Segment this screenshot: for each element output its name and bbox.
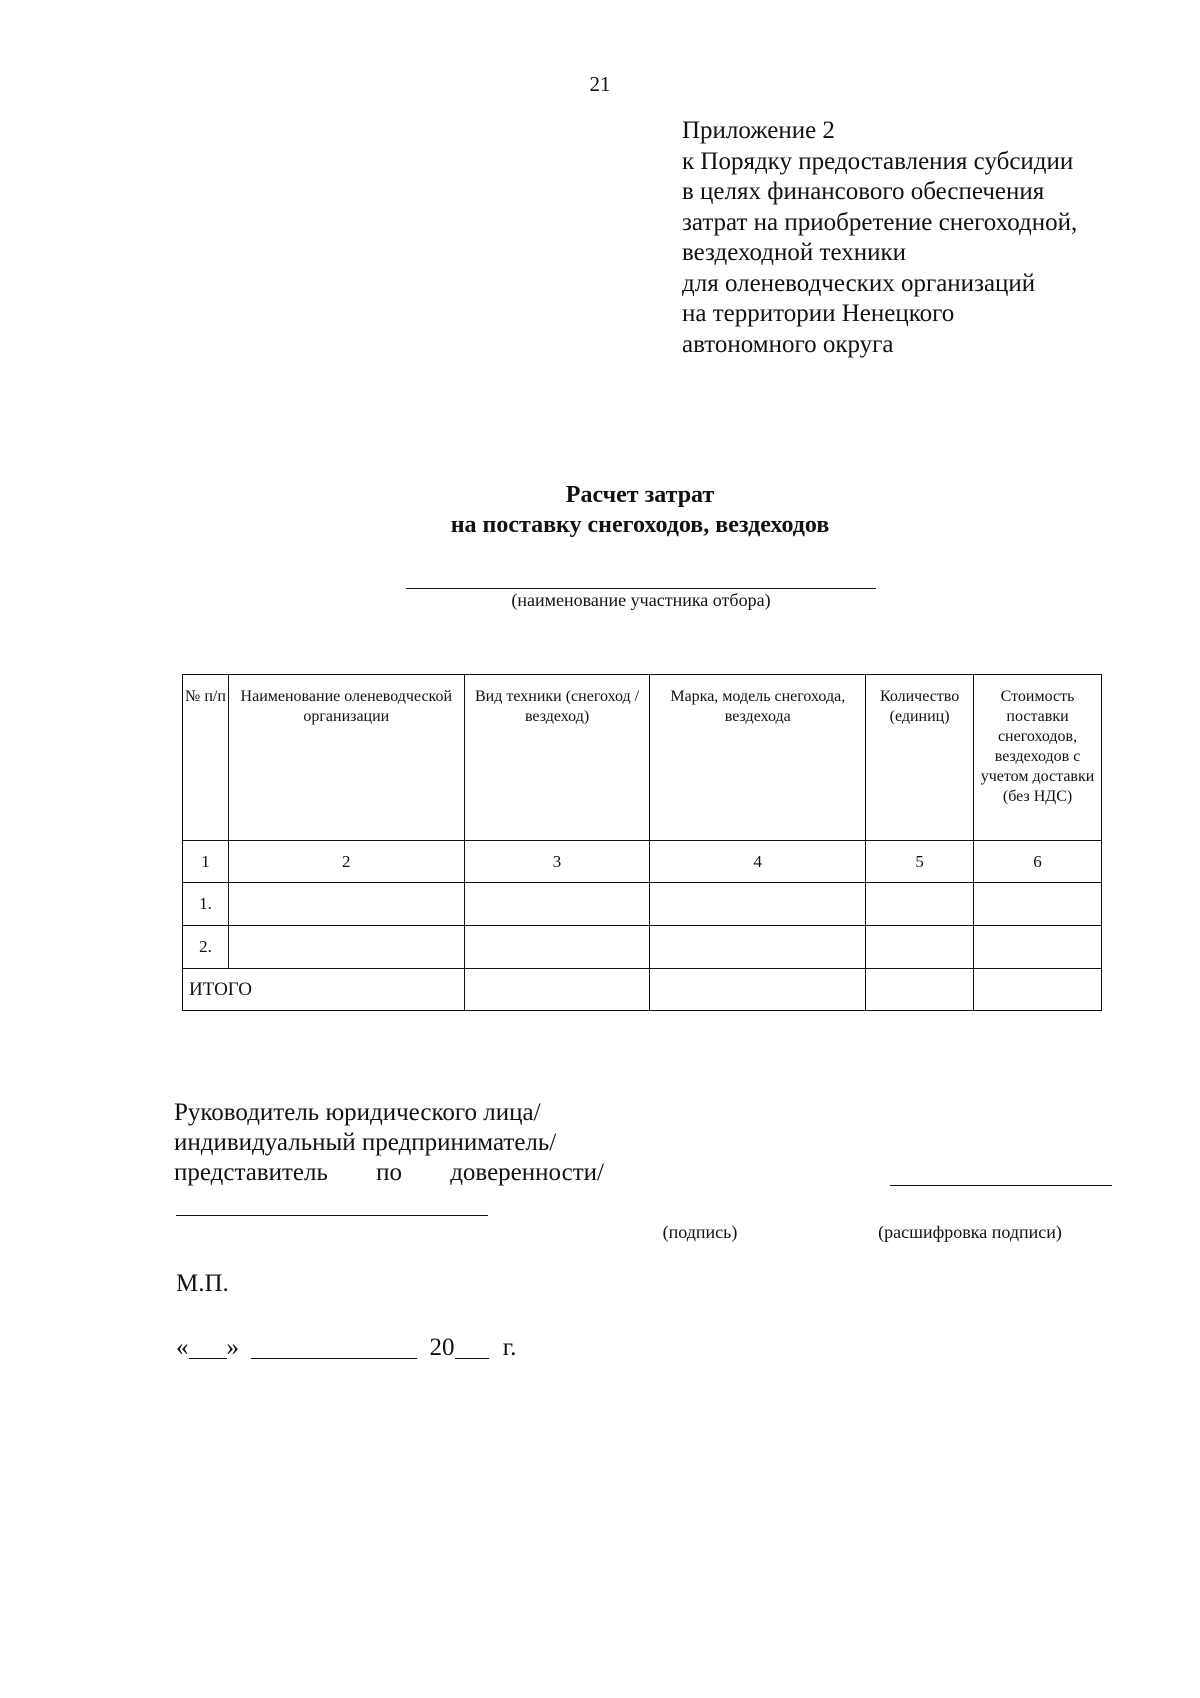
empty-cell[interactable] <box>974 926 1102 969</box>
month-blank <box>251 1334 417 1359</box>
column-number-row <box>183 841 1102 883</box>
appendix-line: на территории Ненецкого <box>682 300 955 327</box>
column-number: 5 <box>866 841 974 883</box>
participant-caption: (наименование участника отбора) <box>511 590 771 610</box>
empty-cell[interactable] <box>464 969 650 1011</box>
column-number: 2 <box>228 841 464 883</box>
appendix-line: для оленеводческих организаций <box>682 269 1036 297</box>
appendix-line: автономного округа <box>682 330 894 358</box>
cost-table <box>182 674 1102 1011</box>
signer-word: представитель <box>174 1159 328 1186</box>
title-line-1: Расчет затрат <box>565 482 715 508</box>
year-suffix: г. <box>502 1334 517 1361</box>
empty-cell[interactable] <box>650 969 866 1011</box>
total-row <box>183 969 1102 1011</box>
signer-line-3 <box>174 1158 604 1188</box>
header-cell: Количество (единиц) <box>866 675 974 841</box>
appendix-line: вездеходной техники <box>682 239 906 266</box>
appendix-line: к Порядку предоставления субсидии <box>682 147 1074 175</box>
year-prefix: 20 <box>429 1334 455 1361</box>
row-number: 2. <box>183 926 229 969</box>
signer-word: по <box>376 1159 402 1186</box>
empty-cell[interactable] <box>650 883 866 926</box>
empty-cell[interactable] <box>866 926 974 969</box>
appendix-line: затрат на приобретение снегоходной, <box>682 208 1078 236</box>
date-open-quote: « <box>176 1334 189 1361</box>
header-row <box>183 675 1102 841</box>
table-row <box>183 926 1102 969</box>
column-number: 6 <box>974 841 1102 883</box>
participant-name-line <box>406 588 876 589</box>
decoding-blank-line <box>890 1185 1112 1186</box>
signer-blank-line <box>176 1215 488 1216</box>
signer-line-2: индивидуальный предприниматель/ <box>174 1129 557 1156</box>
day-blank <box>189 1334 227 1359</box>
signer-word: доверенности/ <box>450 1159 604 1186</box>
column-number: 1 <box>183 841 229 883</box>
document-title <box>0 480 1200 540</box>
total-label: ИТОГО <box>183 969 465 1011</box>
signer-line-1: Руководитель юридического лица/ <box>174 1099 541 1126</box>
page-number: 21 <box>589 72 611 96</box>
column-number: 4 <box>650 841 866 883</box>
appendix-line: в целях финансового обеспечения <box>682 178 1045 205</box>
appendix-line: Приложение 2 <box>682 117 835 144</box>
row-number: 1. <box>183 883 229 926</box>
empty-cell[interactable] <box>866 969 974 1011</box>
title-line-2: на поставку снегоходов, вездеходов <box>450 512 830 538</box>
table-row <box>183 883 1102 926</box>
signature-caption: (подпись) <box>662 1222 738 1242</box>
stamp-label: М.П. <box>176 1270 229 1297</box>
empty-cell[interactable] <box>650 926 866 969</box>
date-close-quote: » <box>226 1334 239 1361</box>
empty-cell[interactable] <box>974 969 1102 1011</box>
appendix-block <box>682 116 1077 360</box>
empty-cell[interactable] <box>228 883 464 926</box>
empty-cell[interactable] <box>464 883 650 926</box>
header-cell: Вид техники (снегоход / вездеход) <box>464 675 650 841</box>
date-field <box>176 1334 516 1362</box>
decoding-caption: (расшифровка подписи) <box>878 1222 1062 1242</box>
signer-block <box>174 1098 604 1188</box>
header-cell: Марка, модель снегохода, вездехода <box>650 675 866 841</box>
year-blank <box>455 1334 489 1359</box>
column-number: 3 <box>464 841 650 883</box>
empty-cell[interactable] <box>464 926 650 969</box>
header-cell: Стоимость поставки снегоходов, вездеходов с учетом доставки (без НДС) <box>974 675 1102 841</box>
empty-cell[interactable] <box>228 926 464 969</box>
header-cell: № п/п <box>183 675 229 841</box>
empty-cell[interactable] <box>866 883 974 926</box>
empty-cell[interactable] <box>974 883 1102 926</box>
header-cell: Наименование оленеводческой организации <box>228 675 464 841</box>
